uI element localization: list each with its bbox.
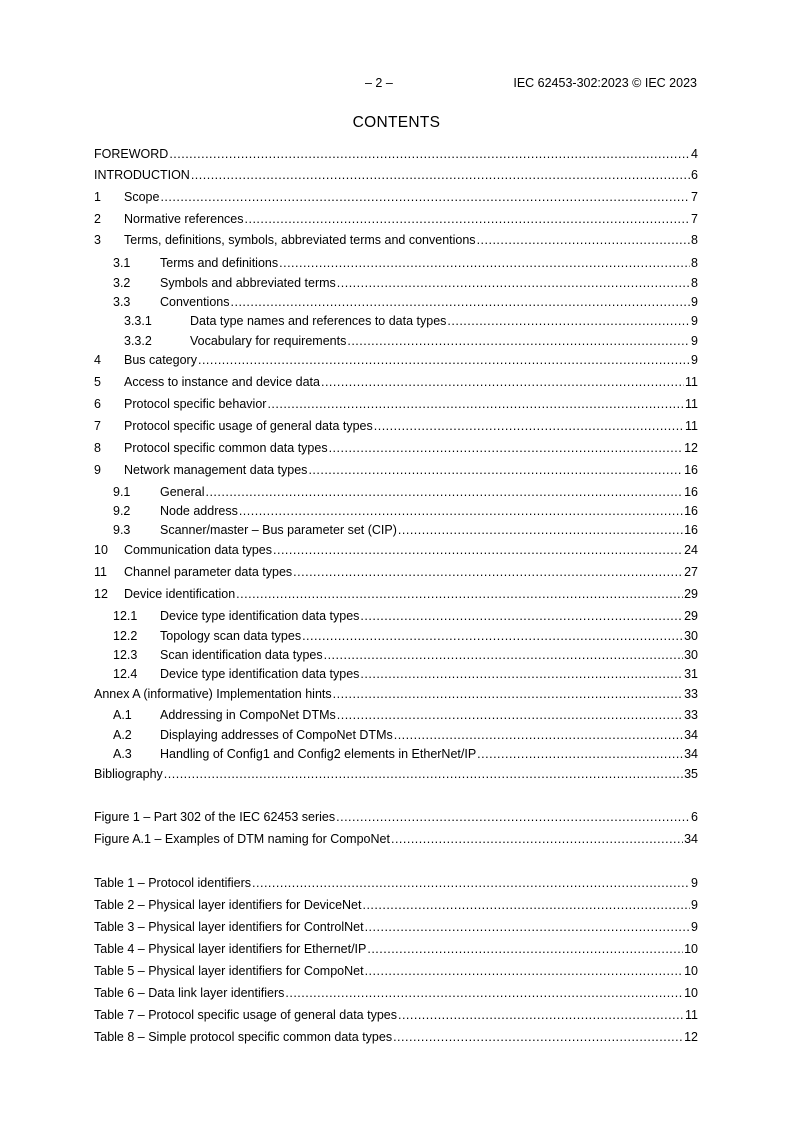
toc-entry[interactable] xyxy=(113,666,698,682)
entry-title: Symbols and abbreviated terms xyxy=(160,276,336,290)
entry-page-number: 16 xyxy=(684,463,698,477)
entry-page-number: 11 xyxy=(685,1008,698,1022)
entry-title: Terms and definitions xyxy=(160,256,279,270)
entry-page-number: 4 xyxy=(691,147,698,161)
standard-identifier: IEC 62453-302:2023 © IEC 2023 xyxy=(513,76,697,90)
dot-leader xyxy=(367,941,683,957)
entry-title: Table 7 – Protocol specific usage of general data types xyxy=(94,1008,397,1022)
entry-number: 5 xyxy=(94,375,101,389)
dot-leader xyxy=(252,875,690,891)
dot-leader xyxy=(337,275,690,291)
entry-title: Table 4 – Physical layer identifiers for Ethernet/IP xyxy=(94,942,367,956)
entry-page-number: 31 xyxy=(684,667,698,681)
dot-leader xyxy=(198,352,690,368)
entry-number: 3 xyxy=(94,233,101,247)
dot-leader xyxy=(447,313,690,329)
entry-page-number: 10 xyxy=(684,986,698,1000)
table-list-entry[interactable] xyxy=(94,1029,698,1045)
dot-leader xyxy=(231,294,691,310)
dot-leader xyxy=(391,831,683,847)
entry-page-number: 29 xyxy=(684,609,698,623)
entry-title: Bibliography xyxy=(94,767,163,781)
entry-title: Table 6 – Data link layer identifiers xyxy=(94,986,285,1000)
toc-entry[interactable] xyxy=(94,146,698,162)
entry-page-number: 8 xyxy=(691,233,698,247)
dot-leader xyxy=(164,766,683,782)
entry-title: Table 8 – Simple protocol specific common data types xyxy=(94,1030,393,1044)
dot-leader xyxy=(398,1007,684,1023)
dot-leader xyxy=(347,333,690,349)
entry-title: General xyxy=(160,485,205,499)
dot-leader xyxy=(302,628,683,644)
entry-title: Terms, definitions, symbols, abbreviated terms and conventions xyxy=(124,233,476,247)
dot-leader xyxy=(239,503,683,519)
entry-number: 8 xyxy=(94,441,101,455)
entry-page-number: 9 xyxy=(691,314,698,328)
entry-number: 9.1 xyxy=(113,485,131,499)
entry-number: A.3 xyxy=(113,747,132,761)
dot-leader xyxy=(169,146,690,162)
dot-leader xyxy=(360,608,683,624)
entry-title: Table 2 – Physical layer identifiers for DeviceNet xyxy=(94,898,362,912)
entry-title: INTRODUCTION xyxy=(94,168,190,182)
page-number: – 2 – xyxy=(365,76,393,90)
entry-number: 3.3.1 xyxy=(124,314,152,328)
entry-number: 10 xyxy=(94,543,108,557)
entry-title: Figure 1 – Part 302 of the IEC 62453 series xyxy=(94,810,336,824)
entry-number: 6 xyxy=(94,397,101,411)
toc-entry[interactable] xyxy=(94,232,698,248)
entry-page-number: 9 xyxy=(691,898,698,912)
toc-entry[interactable] xyxy=(94,586,698,602)
toc-entry[interactable] xyxy=(94,189,698,205)
dot-leader xyxy=(360,666,683,682)
entry-title: Channel parameter data types xyxy=(124,565,293,579)
toc-entry[interactable] xyxy=(113,746,698,762)
page-header xyxy=(0,76,793,92)
entry-title: Normative references xyxy=(124,212,244,226)
table-list-entry[interactable] xyxy=(94,875,698,891)
entry-title: Bus category xyxy=(124,353,197,367)
entry-page-number: 35 xyxy=(684,767,698,781)
entry-page-number: 9 xyxy=(691,295,698,309)
entry-title: Protocol specific behavior xyxy=(124,397,267,411)
entry-title: Table 1 – Protocol identifiers xyxy=(94,876,252,890)
toc-entry[interactable] xyxy=(113,707,698,723)
dot-leader xyxy=(336,809,690,825)
entry-page-number: 30 xyxy=(684,648,698,662)
entry-page-number: 16 xyxy=(684,485,698,499)
dot-leader xyxy=(279,255,690,271)
toc-entry[interactable] xyxy=(113,484,698,500)
entry-title: Table 3 – Physical layer identifiers for ControlNet xyxy=(94,920,364,934)
toc-entry[interactable] xyxy=(94,542,698,558)
entry-number: 11 xyxy=(94,565,107,579)
entry-title: Data type names and references to data types xyxy=(190,314,447,328)
dot-leader xyxy=(393,1029,683,1045)
entry-title: Handling of Config1 and Config2 elements in EtherNet/IP xyxy=(160,747,477,761)
entry-page-number: 11 xyxy=(685,397,698,411)
entry-page-number: 34 xyxy=(684,832,698,846)
entry-number: 3.2 xyxy=(113,276,131,290)
entry-title: Figure A.1 – Examples of DTM naming for CompoNet xyxy=(94,832,390,846)
entry-page-number: 11 xyxy=(685,419,698,433)
entry-title: Scanner/master – Bus parameter set (CIP) xyxy=(160,523,397,537)
entry-title: Scope xyxy=(124,190,160,204)
entry-title: Displaying addresses of CompoNet DTMs xyxy=(160,728,393,742)
entry-page-number: 10 xyxy=(684,942,698,956)
toc-entry[interactable] xyxy=(113,628,698,644)
entry-page-number: 7 xyxy=(691,212,698,226)
entry-page-number: 29 xyxy=(684,587,698,601)
entry-number: 12.3 xyxy=(113,648,138,662)
entry-title: Access to instance and device data xyxy=(124,375,320,389)
dot-leader xyxy=(308,462,683,478)
entry-number: 9 xyxy=(94,463,101,477)
toc-entry[interactable] xyxy=(113,294,698,310)
dot-leader xyxy=(337,707,683,723)
dot-leader xyxy=(205,484,683,500)
table-list-entry[interactable] xyxy=(94,1007,698,1023)
dot-leader xyxy=(293,564,683,580)
entry-number: 12.4 xyxy=(113,667,138,681)
entry-page-number: 34 xyxy=(684,728,698,742)
entry-page-number: 8 xyxy=(691,276,698,290)
entry-number: 9.2 xyxy=(113,504,131,518)
entry-number: A.1 xyxy=(113,708,132,722)
entry-title: Protocol specific usage of general data types xyxy=(124,419,373,433)
entry-number: 7 xyxy=(94,419,101,433)
entry-number: 3.3.2 xyxy=(124,334,152,348)
entry-title: Addressing in CompoNet DTMs xyxy=(160,708,336,722)
entry-title: Communication data types xyxy=(124,543,272,557)
dot-leader xyxy=(365,919,690,935)
dot-leader xyxy=(324,647,683,663)
entry-number: 2 xyxy=(94,212,101,226)
dot-leader xyxy=(285,985,683,1001)
table-list-entry[interactable] xyxy=(94,919,698,935)
toc-entry[interactable] xyxy=(94,418,698,434)
entry-page-number: 8 xyxy=(691,256,698,270)
toc-entry[interactable] xyxy=(124,333,698,349)
entry-page-number: 12 xyxy=(684,441,698,455)
entry-page-number: 16 xyxy=(684,504,698,518)
entry-number: 3.1 xyxy=(113,256,131,270)
entry-number: 12.2 xyxy=(113,629,138,643)
entry-title: Scan identification data types xyxy=(160,648,323,662)
entry-number: 3.3 xyxy=(113,295,131,309)
dot-leader xyxy=(477,746,683,762)
entry-page-number: 9 xyxy=(691,920,698,934)
entry-title: Device type identification data types xyxy=(160,667,360,681)
entry-number: 1 xyxy=(94,190,101,204)
entry-number: 4 xyxy=(94,353,101,367)
dot-leader xyxy=(329,440,684,456)
entry-page-number: 9 xyxy=(691,334,698,348)
entry-page-number: 11 xyxy=(685,375,698,389)
entry-page-number: 33 xyxy=(684,708,698,722)
entry-page-number: 30 xyxy=(684,629,698,643)
figure-list-entry[interactable] xyxy=(94,831,698,847)
entry-page-number: 34 xyxy=(684,747,698,761)
entry-title: Topology scan data types xyxy=(160,629,302,643)
dot-leader xyxy=(333,686,683,702)
dot-leader xyxy=(362,897,690,913)
entry-page-number: 6 xyxy=(691,168,698,182)
entry-title: Network management data types xyxy=(124,463,308,477)
toc-entry[interactable] xyxy=(124,313,698,329)
entry-title: FOREWORD xyxy=(94,147,169,161)
toc-entry[interactable] xyxy=(113,275,698,291)
table-list-entry[interactable] xyxy=(94,985,698,1001)
toc-entry[interactable] xyxy=(113,647,698,663)
toc-entry[interactable] xyxy=(113,522,698,538)
entry-title: Annex A (informative) Implementation hints xyxy=(94,687,332,701)
entry-title: Device type identification data types xyxy=(160,609,360,623)
dot-leader xyxy=(477,232,690,248)
entry-page-number: 10 xyxy=(684,964,698,978)
toc-entry[interactable] xyxy=(94,766,698,782)
entry-page-number: 24 xyxy=(684,543,698,557)
entry-title: Device identification xyxy=(124,587,236,601)
table-list-entry[interactable] xyxy=(94,941,698,957)
entry-number: 9.3 xyxy=(113,523,131,537)
toc-entry[interactable] xyxy=(94,396,698,412)
entry-page-number: 12 xyxy=(684,1030,698,1044)
entry-title: Table 5 – Physical layer identifiers for CompoNet xyxy=(94,964,364,978)
toc-entry[interactable] xyxy=(113,503,698,519)
toc-entry[interactable] xyxy=(94,352,698,368)
figure-list-entry[interactable] xyxy=(94,809,698,825)
entry-number: A.2 xyxy=(113,728,132,742)
entry-page-number: 9 xyxy=(691,353,698,367)
entry-title: Vocabulary for requirements xyxy=(190,334,347,348)
entry-number: 12 xyxy=(94,587,108,601)
dot-leader xyxy=(236,586,683,602)
toc-entry[interactable] xyxy=(113,727,698,743)
page-title: CONTENTS xyxy=(352,114,441,131)
dot-leader xyxy=(160,189,690,205)
toc-entry[interactable] xyxy=(113,608,698,624)
entry-page-number: 9 xyxy=(691,876,698,890)
toc-entry[interactable] xyxy=(94,211,698,227)
toc-entry[interactable] xyxy=(94,167,698,183)
toc-entry[interactable] xyxy=(94,440,698,456)
entry-page-number: 6 xyxy=(691,810,698,824)
dot-leader xyxy=(321,374,684,390)
dot-leader xyxy=(267,396,684,412)
table-list-entry[interactable] xyxy=(94,897,698,913)
toc-entry[interactable] xyxy=(94,564,698,580)
entry-title: Node address xyxy=(160,504,238,518)
entry-title: Conventions xyxy=(160,295,230,309)
dot-leader xyxy=(394,727,683,743)
dot-leader xyxy=(191,167,690,183)
entry-page-number: 33 xyxy=(684,687,698,701)
toc-entry[interactable] xyxy=(94,374,698,390)
dot-leader xyxy=(273,542,683,558)
toc-entry[interactable] xyxy=(113,255,698,271)
toc-entry[interactable] xyxy=(94,462,698,478)
dot-leader xyxy=(245,211,691,227)
entry-page-number: 7 xyxy=(691,190,698,204)
entry-page-number: 16 xyxy=(684,523,698,537)
dot-leader xyxy=(398,522,683,538)
entry-title: Protocol specific common data types xyxy=(124,441,328,455)
entry-number: 12.1 xyxy=(113,609,138,623)
dot-leader xyxy=(374,418,684,434)
dot-leader xyxy=(365,963,684,979)
entry-page-number: 27 xyxy=(684,565,698,579)
toc-entry[interactable] xyxy=(94,686,698,702)
table-list-entry[interactable] xyxy=(94,963,698,979)
